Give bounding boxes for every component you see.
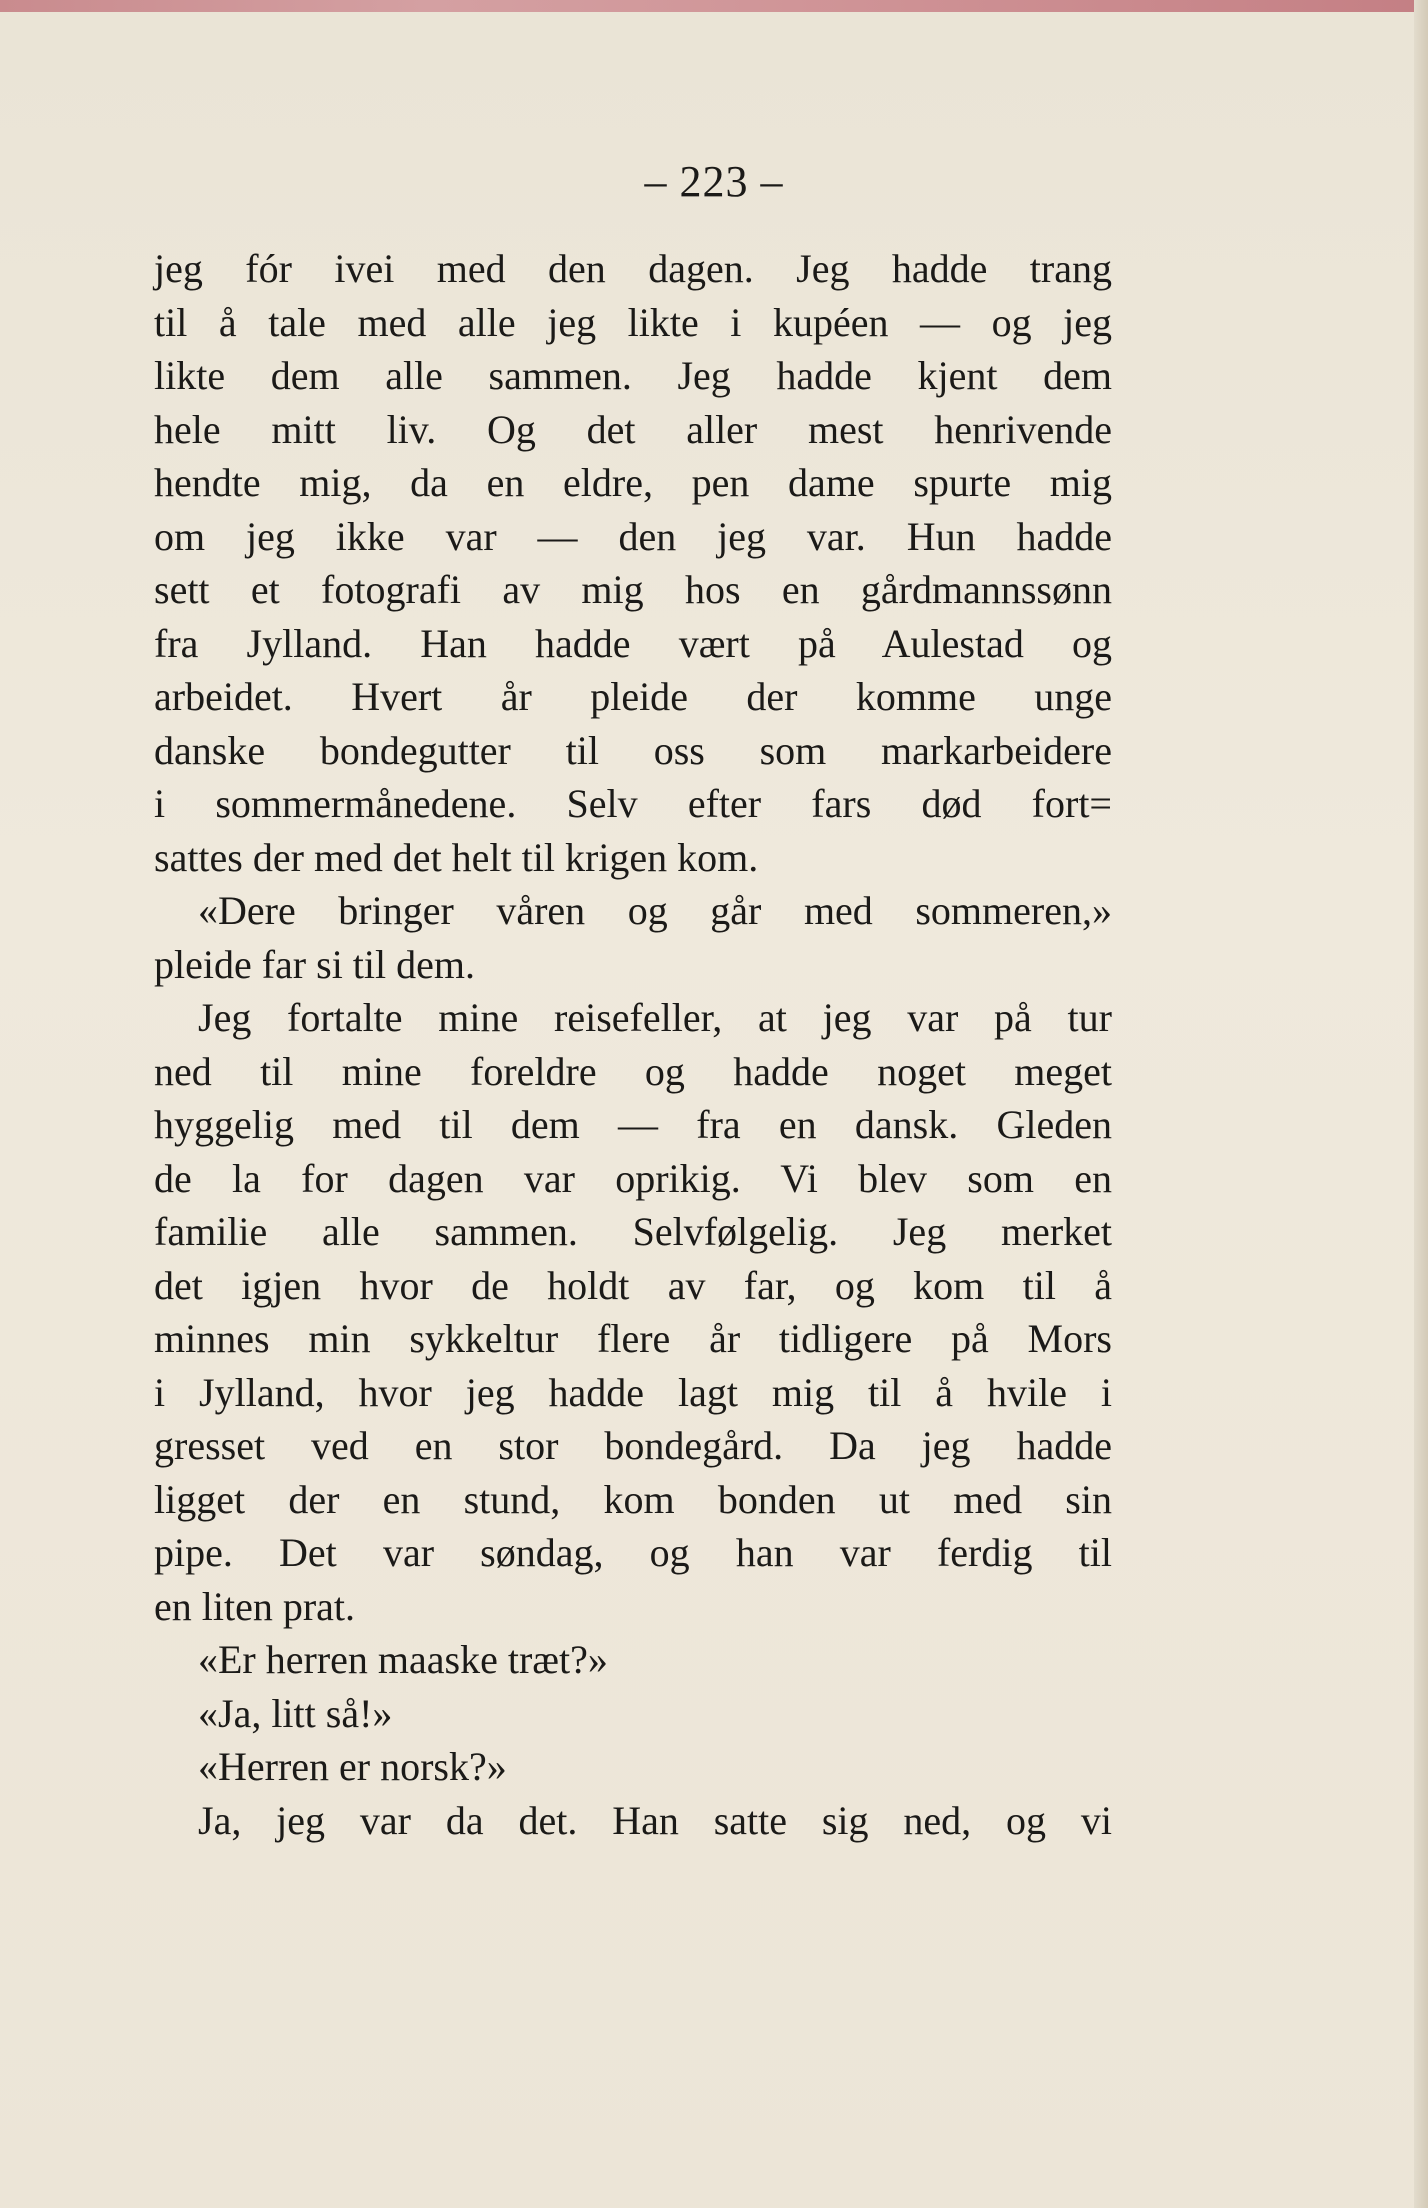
page-number: – 223 – xyxy=(644,157,784,206)
text-line: fra Jylland. Han hadde vært på Aulestad og xyxy=(154,620,1112,666)
text-line: pleide far si til dem. xyxy=(154,941,476,987)
page-top-edge xyxy=(0,0,1428,12)
text-line: minnes min sykkeltur flere år tidligere på Mors xyxy=(154,1316,1112,1361)
text-line: Jeg fortalte mine reisefeller, at jeg var på tur xyxy=(198,995,1112,1040)
text-line: danske bondegutter til oss som markarbeidere xyxy=(154,727,1112,773)
text-line: sett et fotografi av mig hos en gårdmannssønn xyxy=(154,567,1112,612)
text-line: familie alle sammen. Selvfølgelig. Jeg merket xyxy=(154,1209,1112,1254)
text-line: Ja, jeg var da det. Han satte sig ned, og vi xyxy=(198,1797,1112,1843)
text-line: til å tale med alle jeg likte i kupéen — og jeg xyxy=(154,299,1112,345)
text-line: en liten prat. xyxy=(154,1583,356,1629)
text-line: det igjen hvor de holdt av far, og kom til å xyxy=(154,1262,1112,1308)
text-line: jeg fór ivei med den dagen. Jeg hadde trang xyxy=(154,246,1112,291)
text-line: hendte mig, da en eldre, pen dame spurte mig xyxy=(154,460,1112,505)
text-line: om jeg ikke var — den jeg var. Hun hadde xyxy=(154,513,1112,559)
text-line: likte dem alle sammen. Jeg hadde kjent dem xyxy=(154,353,1112,398)
text-line: de la for dagen var oprikig. Vi blev som en xyxy=(154,1155,1112,1201)
page-right-edge xyxy=(1414,0,1428,2208)
text-line: hyggelig med til dem — fra en dansk. Gleden xyxy=(154,1102,1112,1147)
text-line: «Dere bringer våren og går med sommeren,» xyxy=(198,888,1112,933)
text-line: ned til mine foreldre og hadde noget meget xyxy=(154,1048,1112,1094)
text-line: ligget der en stund, kom bonden ut med sin xyxy=(154,1476,1112,1522)
text-line: i Jylland, hvor jeg hadde lagt mig til å hvile i xyxy=(154,1369,1112,1415)
text-line: pipe. Det var søndag, og han var ferdig til xyxy=(154,1530,1112,1575)
text-line: gresset ved en stor bondegård. Da jeg hadde xyxy=(154,1423,1112,1468)
text-line: sattes der med det helt til krigen kom. xyxy=(154,834,759,880)
text-line: arbeidet. Hvert år pleide der komme unge xyxy=(154,674,1112,719)
text-line: i sommermånedene. Selv efter fars død fort= xyxy=(154,781,1112,826)
body-text xyxy=(154,242,1112,1847)
text-line: «Ja, litt så!» xyxy=(198,1690,393,1736)
text-line: «Herren er norsk?» xyxy=(198,1744,507,1789)
text-line: «Er herren maaske træt?» xyxy=(198,1637,608,1682)
text-line: hele mitt liv. Og det aller mest henrivende xyxy=(154,406,1112,452)
